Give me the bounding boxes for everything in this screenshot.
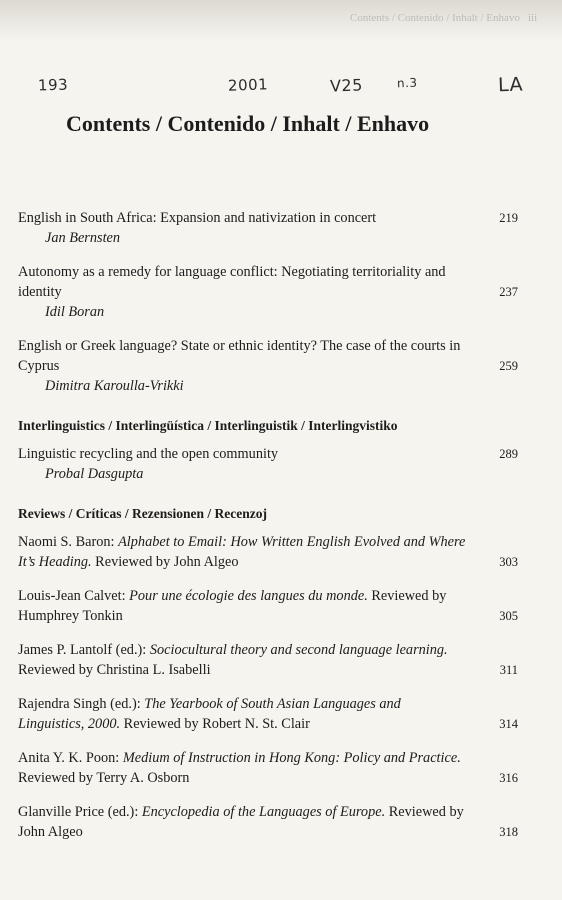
review-work: Encyclopedia of the Languages of Europe. bbox=[141, 804, 386, 820]
toc-entry bbox=[18, 262, 518, 322]
toc-entry bbox=[18, 444, 518, 484]
entry-author: Probal Dasgupta bbox=[45, 466, 144, 482]
review-author: Anita Y. K. Poon: bbox=[18, 750, 123, 766]
review-page: 314 bbox=[499, 717, 518, 731]
toc-entry bbox=[18, 336, 518, 396]
review-entry bbox=[18, 532, 518, 572]
review-author: Louis-Jean Calvet: bbox=[18, 588, 130, 604]
review-work: Alphabet to Email: How Written English Evolved and Where It’s Heading. bbox=[18, 534, 466, 570]
toc-entry bbox=[18, 208, 518, 248]
review-entry bbox=[18, 802, 518, 842]
review-author: Naomi S. Baron: bbox=[18, 534, 119, 550]
handwritten-note: 193 bbox=[37, 75, 69, 95]
running-page-number: iii bbox=[528, 12, 538, 24]
review-reviewer: Reviewed by Robert N. St. Clair bbox=[120, 716, 310, 732]
review-reviewer: Reviewed by Terry A. Osborn bbox=[18, 770, 190, 786]
review-page: 318 bbox=[499, 825, 518, 839]
section-heading-reviews: Reviews / Críticas / Rezensionen / Recenzoj bbox=[18, 506, 267, 521]
review-page: 303 bbox=[499, 555, 518, 569]
review-entry bbox=[18, 748, 518, 788]
review-reviewer: Reviewed by John Algeo bbox=[18, 804, 464, 840]
entry-title: Autonomy as a remedy for language conflict: Negotiating territoriality and identity bbox=[18, 264, 446, 300]
running-head: Contents / Contenido / Inhalt / Enhavo bbox=[350, 12, 520, 24]
table-of-contents bbox=[18, 208, 518, 856]
review-work: The Yearbook of South Asian Languages and Linguistics, 2000. bbox=[18, 696, 401, 732]
entry-author: Jan Bernsten bbox=[45, 230, 121, 246]
review-entry bbox=[18, 694, 518, 734]
review-work: Sociocultural theory and second language learning. bbox=[149, 642, 448, 658]
section-heading-interlinguistics: Interlinguistics / Interlingüística / Interlinguistik / Interlingvistiko bbox=[18, 418, 398, 433]
review-author: Rajendra Singh (ed.): bbox=[18, 696, 145, 712]
entry-page: 259 bbox=[499, 359, 518, 373]
review-entry bbox=[18, 640, 518, 680]
entry-author: Dimitra Karoulla-Vrikki bbox=[45, 378, 184, 394]
review-text bbox=[18, 694, 518, 734]
entry-page: 219 bbox=[499, 211, 518, 225]
review-page: 311 bbox=[499, 663, 518, 677]
review-text bbox=[18, 802, 518, 842]
review-work: Medium of Instruction in Hong Kong: Policy and Practice. bbox=[122, 750, 461, 766]
entry-title: English or Greek language? State or ethnic identity? The case of the courts in Cyprus bbox=[18, 338, 461, 374]
review-page: 305 bbox=[499, 609, 518, 623]
review-reviewer: Reviewed by John Algeo bbox=[91, 554, 239, 570]
review-reviewer: Reviewed by Christina L. Isabelli bbox=[18, 662, 211, 678]
handwritten-code: LA bbox=[497, 73, 524, 97]
review-page: 316 bbox=[499, 771, 518, 785]
page-title: Contents / Contenido / Inhalt / Enhavo bbox=[66, 111, 430, 136]
entry-title: English in South Africa: Expansion and nativization in concert bbox=[18, 210, 377, 226]
review-author: Glanville Price (ed.): bbox=[18, 804, 142, 820]
handwritten-volume: V25 bbox=[329, 75, 364, 96]
review-text bbox=[18, 748, 518, 788]
review-entry bbox=[18, 586, 518, 626]
review-text bbox=[18, 532, 518, 572]
handwritten-year: 2001 bbox=[227, 75, 269, 95]
entry-author: Idil Boran bbox=[45, 304, 105, 320]
review-text bbox=[18, 640, 518, 680]
review-text bbox=[18, 586, 518, 626]
handwritten-issue: n.3 bbox=[396, 75, 418, 91]
review-work: Pour une écologie des langues du monde. bbox=[129, 588, 368, 604]
review-reviewer: Reviewed by Humphrey Tonkin bbox=[18, 588, 447, 624]
entry-title: Linguistic recycling and the open community bbox=[18, 446, 279, 462]
entry-page: 289 bbox=[499, 447, 518, 461]
review-author: James P. Lantolf (ed.): bbox=[18, 642, 150, 658]
entry-page: 237 bbox=[499, 285, 518, 299]
